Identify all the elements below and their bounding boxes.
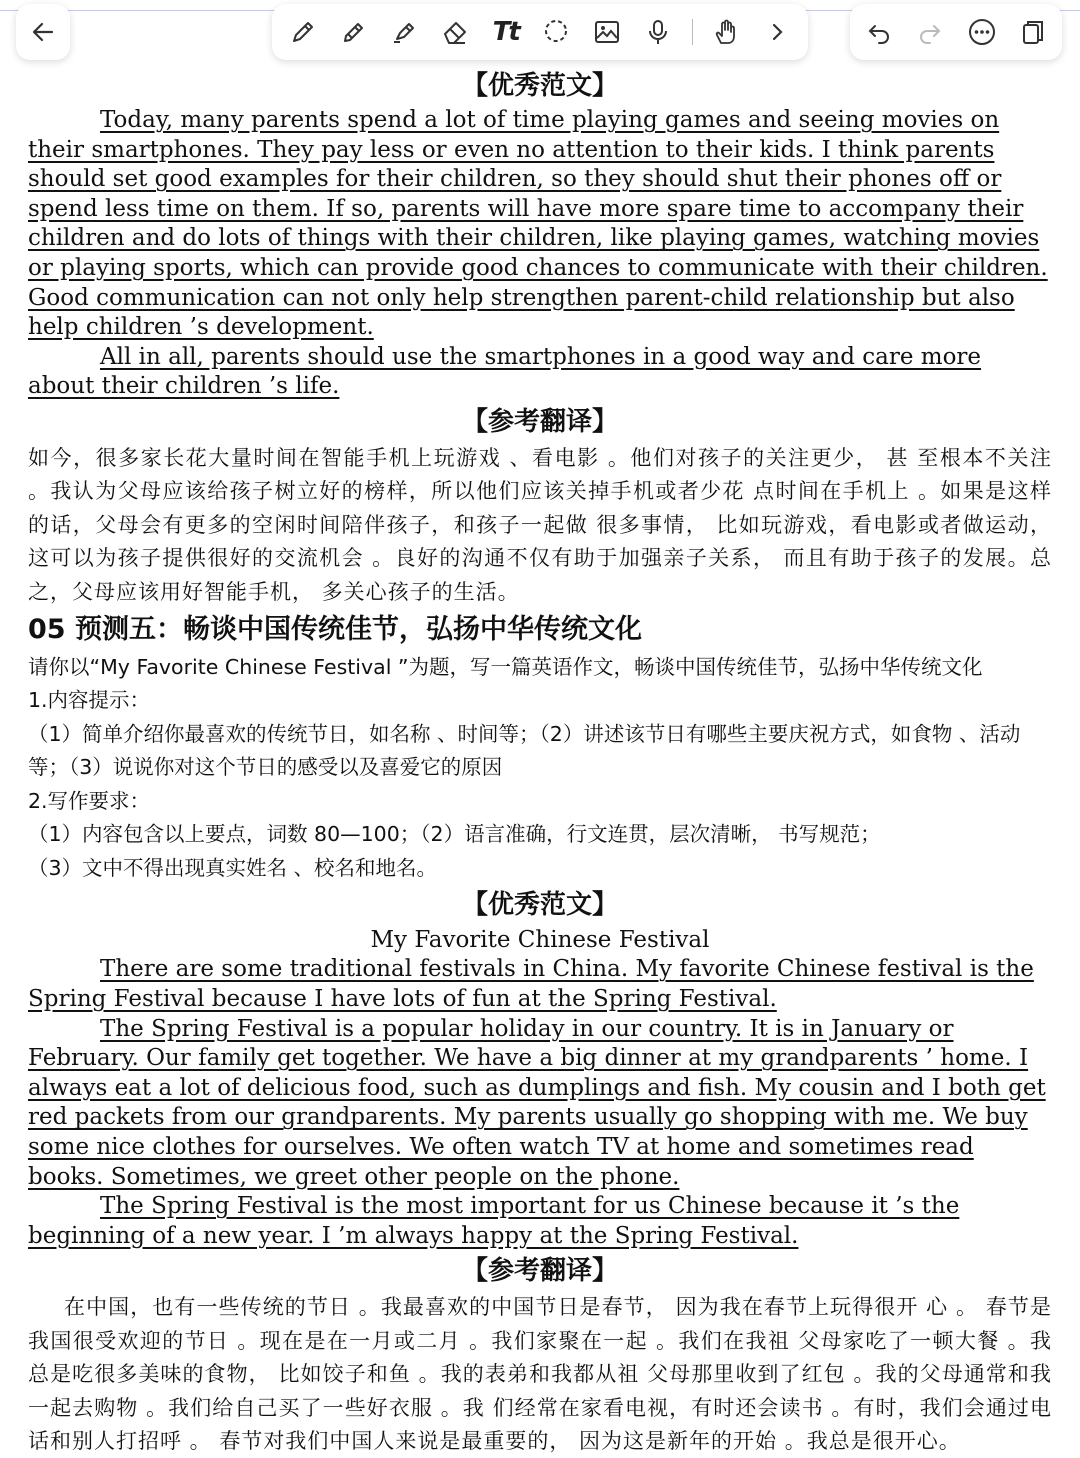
- eraser-icon[interactable]: [438, 15, 472, 49]
- text-tool-icon[interactable]: Tt: [492, 17, 519, 47]
- essay1-paragraph: All in all, parents should use the smartphones in a good way and care more about their children ’s life.: [28, 343, 982, 400]
- requirements-title: 2.写作要求：: [28, 788, 151, 813]
- back-button[interactable]: [16, 4, 70, 60]
- undo-icon[interactable]: [862, 15, 896, 49]
- translation2: 在中国，也有一些传统的节日 。我最喜欢的中国节日是春节， 因为我在春节上玩得很开 心 。 春节是我国很受欢迎的节日 。现在是在一月或二月 。我们家聚在一起 。我们在我祖 父母家吃了一顿大餐 。我总是吃很多美味的食物， 比如饺子和鱼 。我的表弟和我都从祖 父母那里收到了红包 。我的父母通常和我一起去购物 。我们给自己买了一些好衣服 。我 们经常在家看电视，有时还会读书 。有时，我们会通过电话和别人打招呼 。 春节对我们中国人来说是最重要的， 因为这是新年的开始 。我总是很开心。: [28, 1295, 1052, 1454]
- translation1: 如今，很多家长花大量时间在智能手机上玩游戏 、看电影 。他们对孩子的关注更少， 甚 至根本不关注 。我认为父母应该给孩子树立好的榜样，所以他们应该关掉手机或者少花 点时间在手机上 。如果是这样的话，父母会有更多的空闲时间陪伴孩子，和孩子一起做 很多事情， 比如玩游戏，看电影或者做运动，这可以为孩子提供很好的交流机会 。良好的沟通不仅有助于加强亲子关系， 而且有助于孩子的发展。总之，父母应该用好智能手机， 多关心孩子的生活。: [28, 445, 1052, 604]
- history-toolbar: [850, 4, 1062, 60]
- essay2-paragraph: There are some traditional festivals in China. My favorite Chinese festival is the Spring Festival because I have lots of fun at the Spring Festival.: [28, 956, 1034, 1013]
- drawing-toolbar: [272, 4, 808, 60]
- heading-model-essay: 【优秀范文】: [461, 890, 618, 921]
- heading-model-essay: 【优秀范文】: [461, 71, 618, 101]
- redo-icon[interactable]: [913, 15, 947, 49]
- requirements-line: （3）文中不得出现真实姓名 、校名和地名。: [28, 855, 438, 880]
- essay2-title: My Favorite Chinese Festival: [370, 927, 710, 954]
- image-icon[interactable]: [590, 15, 624, 49]
- document-page: [28, 66, 1052, 1458]
- hand-icon[interactable]: [709, 15, 743, 49]
- chevron-right-icon[interactable]: [760, 15, 794, 49]
- content-body: （1）简单介绍你最喜欢的传统节日，如名称 、时间等；（2）讲述该节日有哪些主要庆祝方式，如食物 、活动等；（3）说说你对这个节日的感受以及喜爱它的原因: [28, 721, 1021, 780]
- more-icon[interactable]: [965, 15, 999, 49]
- pencil-icon[interactable]: [337, 15, 371, 49]
- essay2-paragraph: The Spring Festival is a popular holiday in our country. It is in January or February. Our family get together. We have a big dinner at my grandparents ’ home. I always eat a lot of delicious food, such as dumplings and fish. My cousin and I both get red packets from our grandparents. My parents usually go shopping with me. We buy some nice clothes for ourselves. We often watch TV at home and sometimes read books. Sometimes, we greet other people on the phone.: [28, 1015, 1046, 1190]
- essay1-paragraph: Today, many parents spend a lot of time playing games and seeing movies on their smartphones. They pay less or even no attention to their kids. I think parents should set good examples for their children, so they should shut their phones off or spend less time on them. If so, parents will have more spare time to accompany their children and do lots of things with their children, like playing games, watching movies or playing sports, which can provide good chances to communicate with their children. Good communication can not only help strengthen parent-child relationship but also help children ’s development.: [28, 107, 1048, 341]
- content-title: 1.内容提示：: [28, 688, 151, 713]
- mic-icon[interactable]: [641, 15, 675, 49]
- essay2-paragraph: The Spring Festival is the most important for us Chinese because it ’s the beginning of a new year. I ’m always happy at the Spring Festival.: [28, 1193, 960, 1249]
- pages-icon[interactable]: [1016, 15, 1050, 49]
- heading-translation: 【参考翻译】: [461, 1256, 618, 1287]
- prompt: 请你以“My Favorite Chinese Festival ”为题，写一篇英语作文，畅谈中国传统佳节，弘扬中华传统文化: [28, 654, 983, 679]
- highlighter-icon[interactable]: [387, 15, 421, 49]
- heading-translation: 【参考翻译】: [461, 406, 618, 437]
- pen-icon[interactable]: [286, 15, 320, 49]
- toolbar-separator: [692, 19, 693, 45]
- arrow-left-icon[interactable]: [26, 15, 60, 49]
- requirements-line: （1）内容包含以上要点，词数 80—100；（2）语言准确，行文连贯，层次清晰， 书写规范；: [28, 822, 881, 847]
- lasso-icon[interactable]: [539, 15, 573, 49]
- section-title: 05 预测五：畅谈中国传统佳节，弘扬中华传统文化: [28, 613, 642, 645]
